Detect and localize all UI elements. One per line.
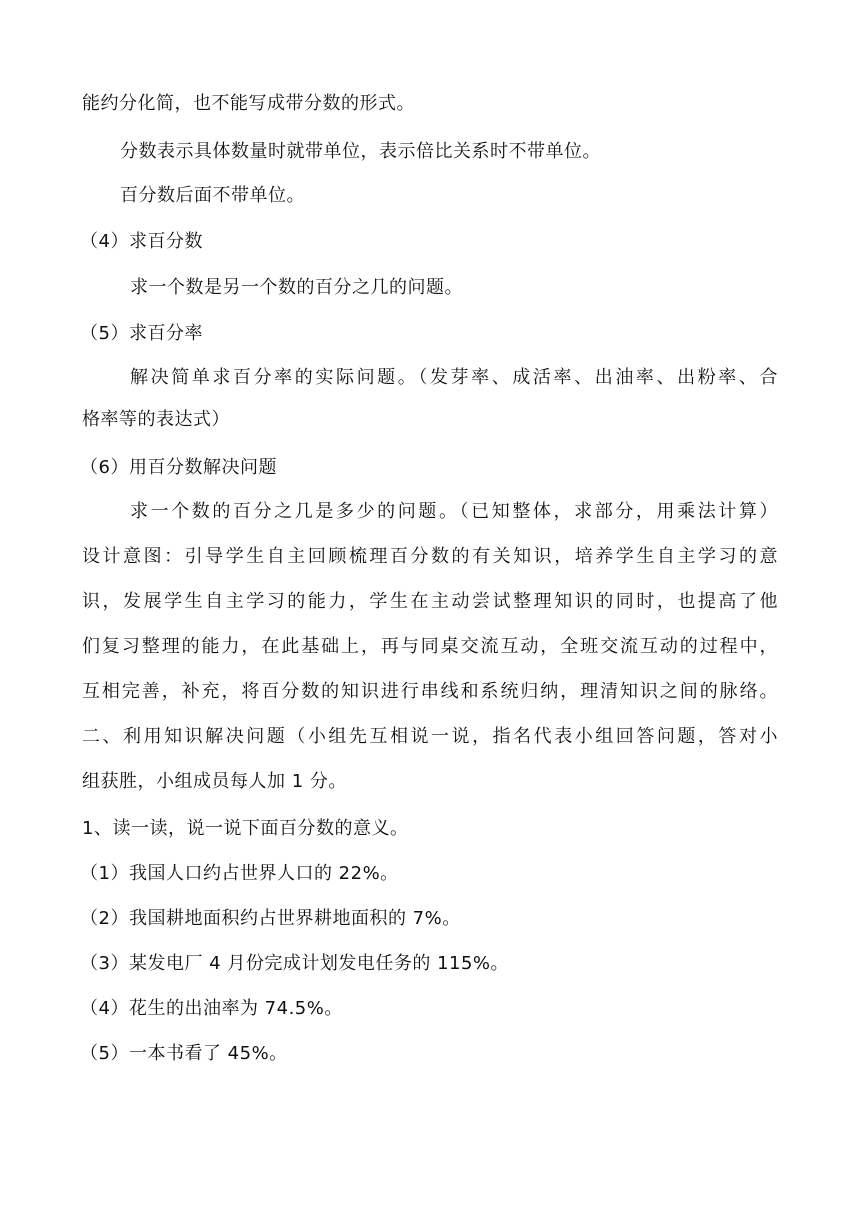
section-heading-5: （5）求百分率: [80, 323, 203, 344]
section-heading-6: （6）用百分数解决问题: [80, 457, 277, 478]
section-body-4: 求一个数是另一个数的百分之几的问题。: [130, 277, 463, 298]
design-intent-line-3: 们复习整理的能力，在此基础上，再与同桌交流互动，全班交流互动的过程中，: [82, 636, 778, 657]
exercise-item-4: （4）花生的出油率为 74.5%。: [80, 998, 343, 1019]
section-body-6: 求一个数的百分之几是多少的问题。（已知整体，求部分，用乘法计算）: [130, 501, 778, 522]
section-body-5-line-2: 格率等的表达式）: [82, 409, 230, 430]
exercise-item-3: （3）某发电厂 4 月份完成计划发电任务的 115%。: [80, 953, 510, 974]
paragraph-line-percent-unit: 百分数后面不带单位。: [120, 185, 305, 206]
exercise-1-heading: 1、读一读，说一说下面百分数的意义。: [82, 818, 409, 839]
design-intent-line-1: 设计意图：引导学生自主回顾梳理百分数的有关知识，培养学生自主学习的意: [82, 546, 778, 567]
part-two-heading-line-2: 组获胜，小组成员每人加 1 分。: [82, 771, 347, 792]
section-body-5-line-1: 解决简单求百分率的实际问题。（发芽率、成活率、出油率、出粉率、合: [130, 367, 778, 388]
paragraph-line-fraction-rule: 能约分化简，也不能写成带分数的形式。: [82, 93, 415, 114]
exercise-item-2: （2）我国耕地面积约占世界耕地面积的 7%。: [80, 908, 461, 929]
exercise-item-5: （5）一本书看了 45%。: [80, 1043, 288, 1064]
section-heading-4: （4）求百分数: [80, 231, 203, 252]
design-intent-line-2: 识，发展学生自主学习的能力，学生在主动尝试整理知识的同时，也提高了他: [82, 591, 778, 612]
paragraph-line-fraction-unit: 分数表示具体数量时就带单位，表示倍比关系时不带单位。: [120, 141, 601, 162]
exercise-item-1: （1）我国人口约占世界人口的 22%。: [80, 863, 399, 884]
part-two-heading-line-1: 二、利用知识解决问题（小组先互相说一说，指名代表小组回答问题，答对小: [82, 726, 778, 747]
design-intent-line-4: 互相完善，补充，将百分数的知识进行串线和系统归纳，理清知识之间的脉络。: [82, 681, 778, 702]
